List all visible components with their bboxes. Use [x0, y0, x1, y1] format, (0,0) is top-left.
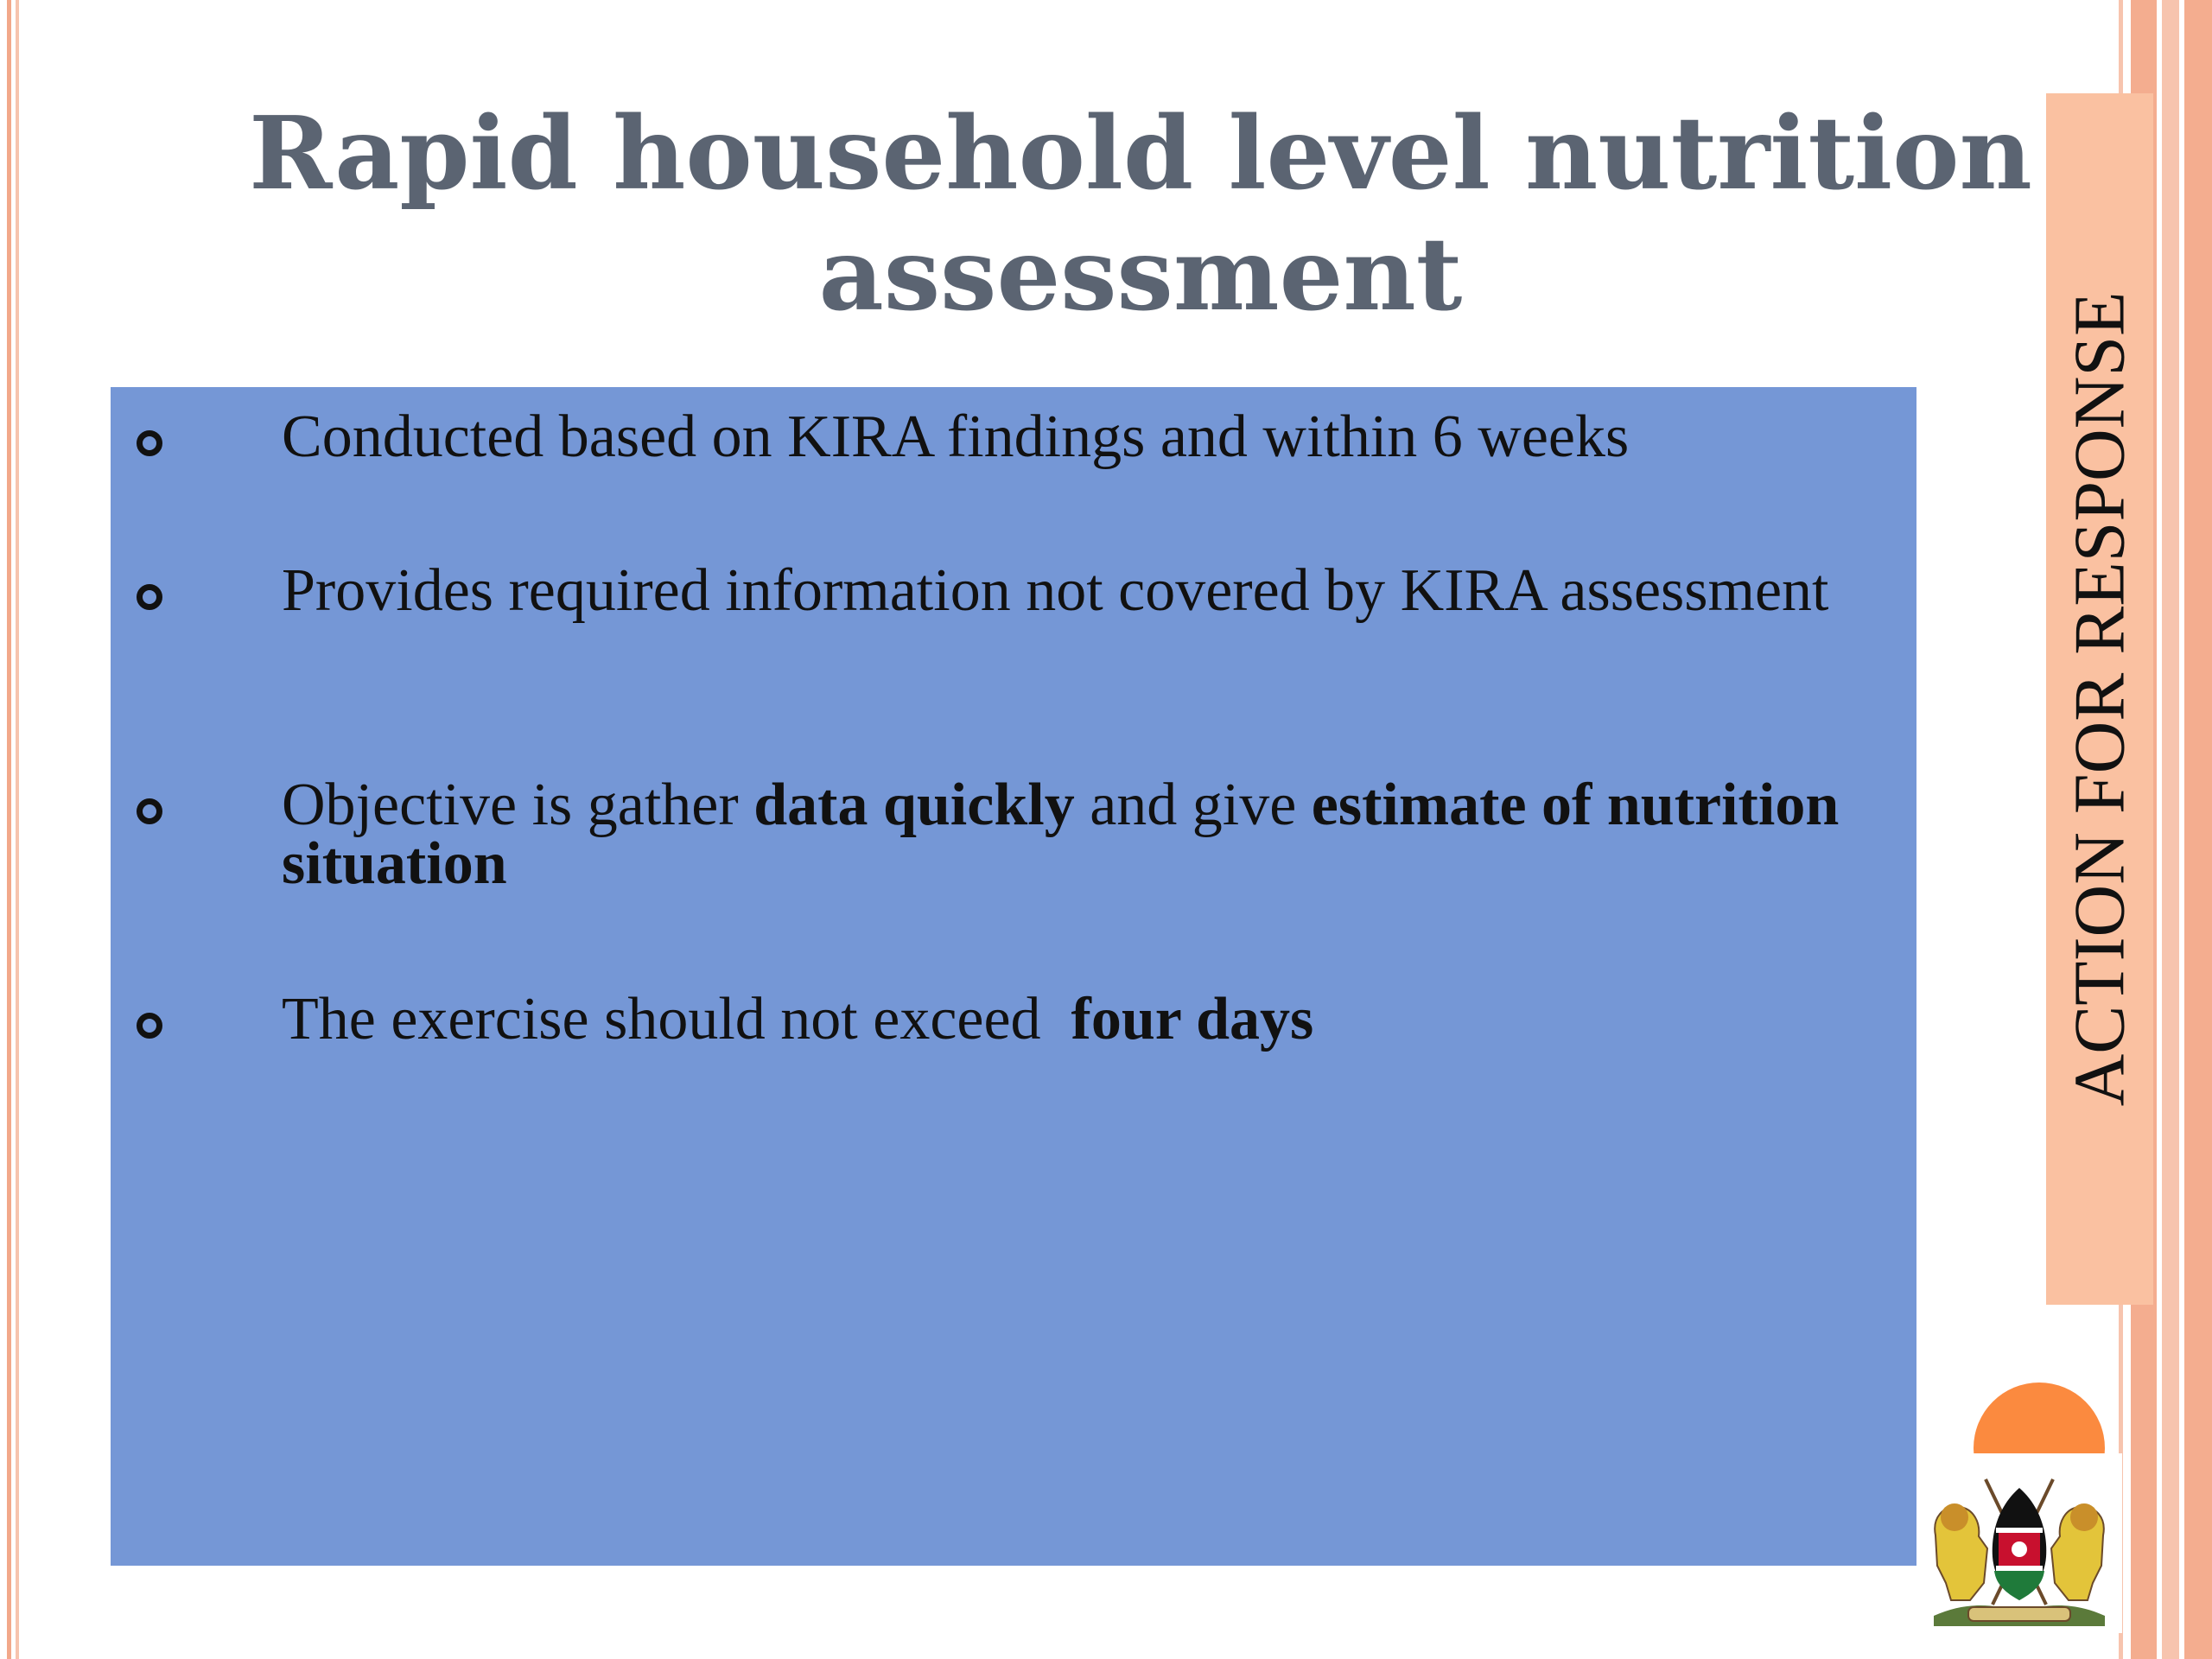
content-box — [111, 387, 1916, 1566]
bullet-text: Provides required information not covered by KIRA assessment — [282, 557, 1829, 624]
slide-title: Rapid household level nutrition assessment — [249, 95, 2032, 334]
hollow-circle-bullet-icon — [137, 798, 162, 824]
kenya-coat-of-arms-icon — [1916, 1453, 2122, 1633]
side-tab — [2046, 93, 2153, 1305]
hollow-circle-bullet-icon — [137, 430, 162, 456]
side-tab-label: ACTION FOR RESPONSE — [2059, 291, 2140, 1107]
left-stripe-inner — [16, 0, 19, 1659]
bullet-text: Conducted based on KIRA findings and within 6 weeks — [282, 404, 1630, 470]
right-stripe-4 — [2184, 0, 2212, 1659]
bullet-text: The exercise should not exceed four days — [282, 986, 1314, 1052]
bullet-text: Objective is gather data quickly and give estimate of nutrition situation — [282, 772, 1840, 897]
hollow-circle-bullet-icon — [137, 1013, 162, 1039]
hollow-circle-bullet-icon — [137, 584, 162, 610]
right-stripe-3 — [2162, 0, 2179, 1659]
left-stripe-outer — [7, 0, 11, 1659]
